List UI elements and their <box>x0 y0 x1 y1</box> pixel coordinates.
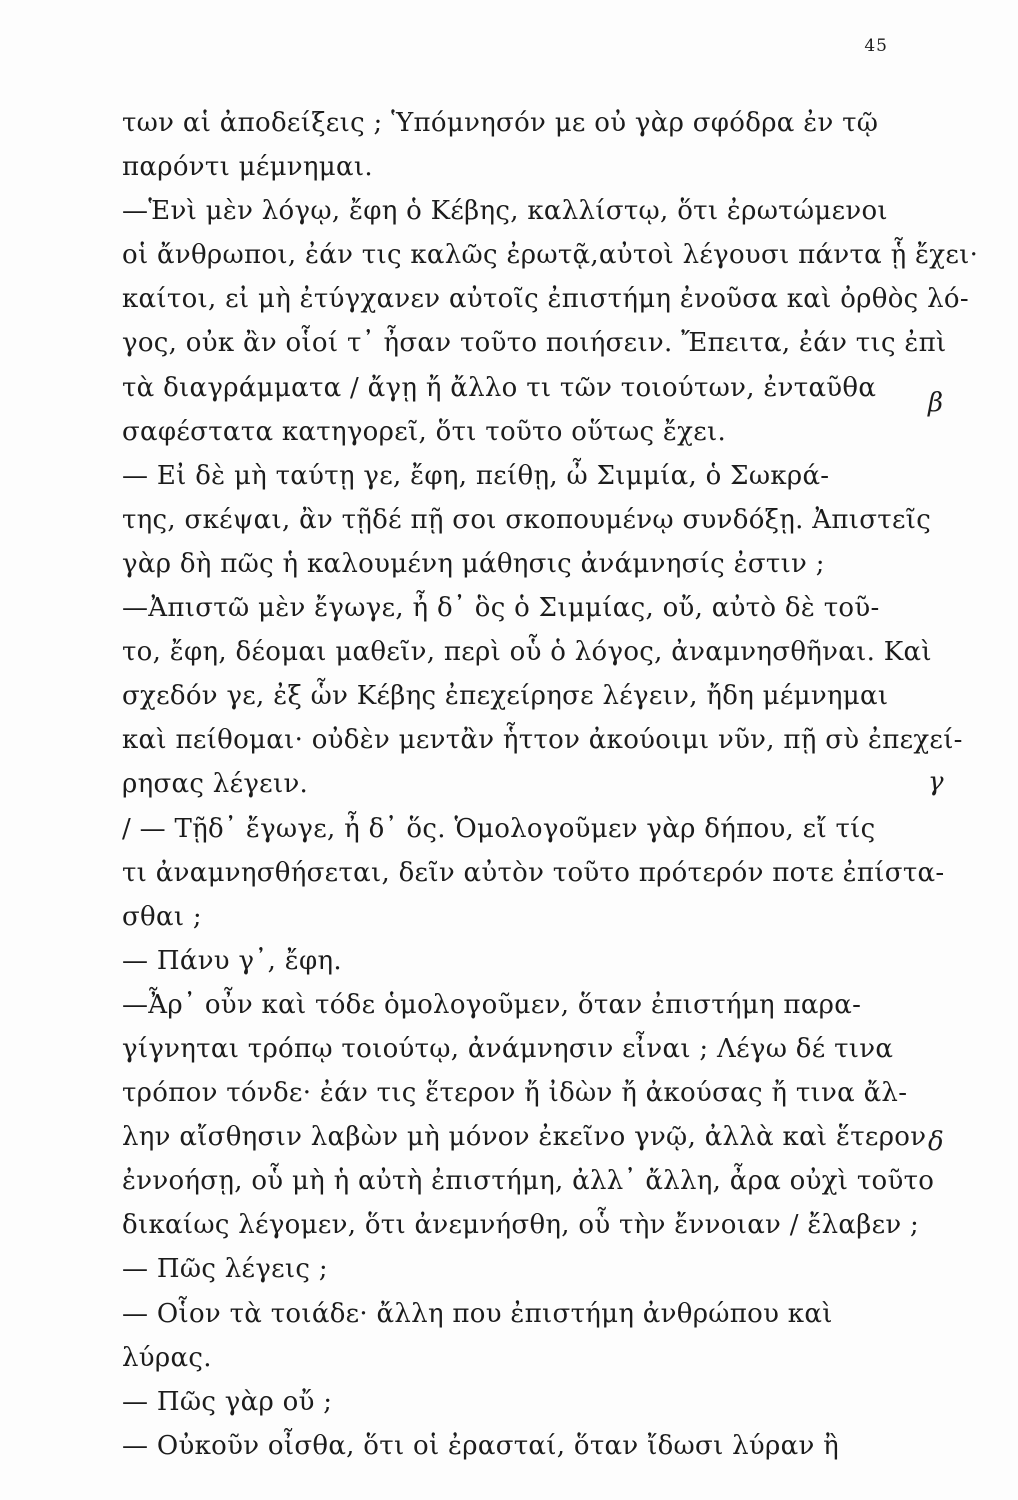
text-line: — Εἰ δὲ μὴ ταύτῃ γε, ἔφη, πείθῃ, ὦ Σιμμία, ὁ Σωκρά- <box>122 460 830 491</box>
text-line: γος, οὐκ ἂν οἷοί τ᾽ ἦσαν τοῦτο ποιήσειν. Ἔπειτα, ἐάν τις ἐπὶ <box>122 328 947 359</box>
text-line: τι ἀναμνησθήσεται, δεῖν αὐτὸν τοῦτο πρότερόν ποτε ἐπίστα- <box>122 857 945 888</box>
margin-marker-gamma: γ <box>928 767 944 797</box>
text-line: — Πῶς λέγεις ; <box>122 1254 328 1285</box>
greek-text-block <box>122 101 979 1468</box>
text-line: οἱ ἄνθρωποι, ἐάν τις καλῶς ἐρωτᾷ,αὐτοὶ λέγουσι πάντα ᾗ ἔχει· <box>122 240 979 271</box>
text-line: ρησας λέγειν. <box>122 769 309 800</box>
margin-marker-delta: δ <box>928 1127 944 1157</box>
text-line: —Ἆρ᾽ οὖν καὶ τόδε ὁμολογοῦμεν, ὅταν ἐπιστήμη παρα- <box>122 989 862 1020</box>
text-line: — Οὐκοῦν οἶσθα, ὅτι οἱ ἐρασταί, ὅταν ἴδωσι λύραν ἢ <box>122 1430 840 1461</box>
text-line: γίγνηται τρόπῳ τοιούτῳ, ἀνάμνησιν εἶναι ; Λέγω δέ τινα <box>122 1033 894 1064</box>
text-line: / — Τῇδ᾽ ἔγωγε, ἦ δ᾽ ὅς. Ὁμολογοῦμεν γὰρ δήπου, εἴ τίς <box>122 813 876 844</box>
text-line: — Πῶς γὰρ οὔ ; <box>122 1386 333 1417</box>
text-line: —Ἀπιστῶ μὲν ἔγωγε, ἦ δ᾽ ὃς ὁ Σιμμίας, οὔ, αὐτὸ δὲ τοῦ- <box>122 593 880 624</box>
page-number: 45 <box>864 36 888 56</box>
text-line: λύρας. <box>122 1342 212 1373</box>
margin-marker-beta: β <box>928 388 944 418</box>
text-line: γὰρ δὴ πῶς ἡ καλουμένη μάθησις ἀνάμνησίς ἐστιν ; <box>122 548 825 579</box>
text-line: δικαίως λέγομεν, ὅτι ἀνεμνήσθη, οὗ τὴν ἔννοιαν / ἔλαβεν ; <box>122 1210 920 1241</box>
text-line: σχεδόν γε, ἐξ ὧν Κέβης ἐπεχείρησε λέγειν, ἤδη μέμνημαι <box>122 681 889 712</box>
text-line: παρόντι μέμνημαι. <box>122 152 373 183</box>
text-line: το, ἔφη, δέομαι μαθεῖν, περὶ οὗ ὁ λόγος, ἀναμνησθῆναι. Καὶ <box>122 637 932 668</box>
text-line: σαφέστατα κατηγορεῖ, ὅτι τοῦτο οὕτως ἔχει. <box>122 416 727 447</box>
text-line: ἐννοήσῃ, οὗ μὴ ἡ αὐτὴ ἐπιστήμη, ἀλλ᾽ ἄλλη, ἆρα οὐχὶ τοῦτο <box>122 1166 935 1197</box>
text-line: τρόπον τόνδε· ἐάν τις ἕτερον ἤ ἰδὼν ἤ ἀκούσας ἤ τινα ἄλ- <box>122 1078 908 1109</box>
text-line: τὰ διαγράμματα / ἄγῃ ἤ ἄλλο τι τῶν τοιούτων, ἐνταῦθα <box>122 372 877 403</box>
text-line: λην αἴσθησιν λαβὼν μὴ μόνον ἐκεῖνο γνῷ, ἀλλὰ καὶ ἕτερον <box>122 1122 927 1153</box>
text-line: —Ἑνὶ μὲν λόγῳ, ἔφη ὁ Κέβης, καλλίστῳ, ὅτι ἐρωτώμενοι <box>122 196 888 227</box>
text-line: των αἱ ἀποδείξεις ; Ὑπόμνησόν με οὐ γὰρ σφόδρα ἐν τῷ <box>122 108 879 138</box>
text-line: καὶ πείθομαι· οὐδὲν μεντἂν ἧττον ἀκούοιμι νῦν, πῇ σὺ ἐπεχεί- <box>122 725 963 756</box>
text-line: καίτοι, εἰ μὴ ἐτύγχανεν αὐτοῖς ἐπιστήμη ἐνοῦσα καὶ ὀρθὸς λό- <box>122 284 969 315</box>
text-line: — Πάνυ γ᾽, ἔφη. <box>122 945 342 976</box>
text-line: σθαι ; <box>122 901 202 932</box>
text-line: — Οἷον τὰ τοιάδε· ἄλλη που ἐπιστήμη ἀνθρώπου καὶ <box>122 1298 833 1329</box>
text-line: της, σκέψαι, ἂν τῇδέ πῇ σοι σκοπουμένῳ συνδόξῃ. Ἀπιστεῖς <box>122 504 932 535</box>
